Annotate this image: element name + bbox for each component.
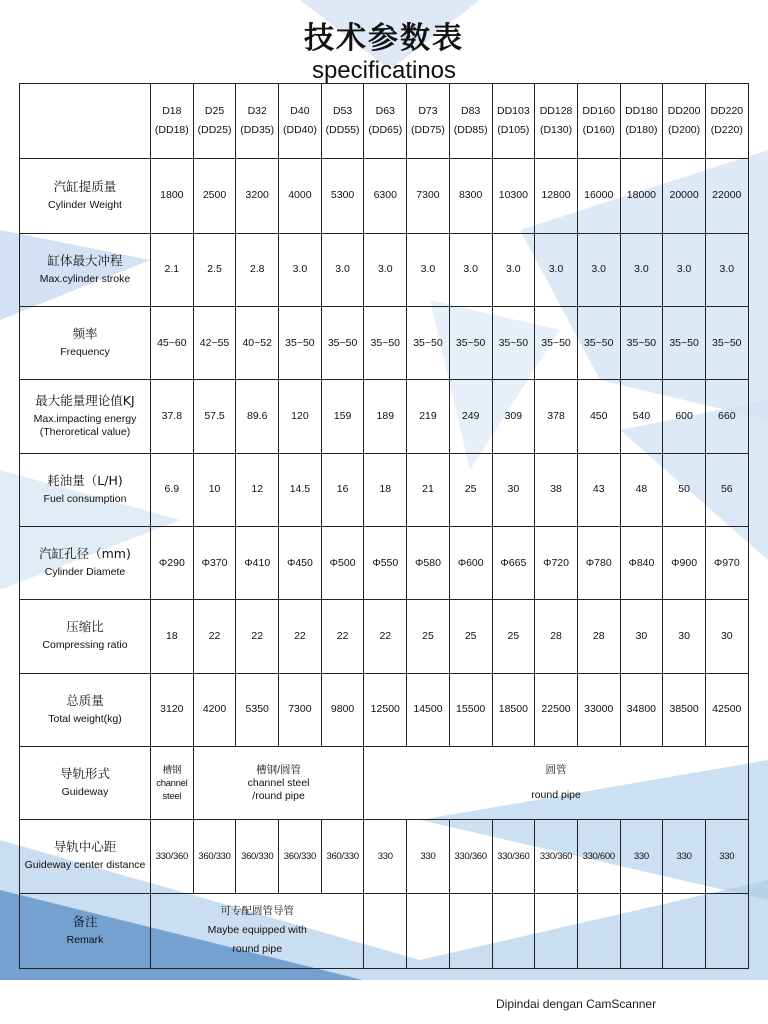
guideway-channel-steel (151, 746, 194, 819)
value-cell: 35~50 (663, 306, 706, 379)
value-cell: 42500 (705, 673, 748, 746)
table-row (20, 746, 749, 819)
row-label-en: Max.cylinder stroke (39, 272, 131, 285)
value-cell: 15500 (449, 673, 492, 746)
value-cell: 22 (279, 600, 322, 673)
empty-cell (449, 893, 492, 968)
empty-cell (663, 893, 706, 968)
center-distance-cell: 330 (663, 820, 706, 893)
value-cell: 6300 (364, 159, 407, 233)
value-cell: 50 (663, 453, 706, 526)
table-row (20, 84, 749, 159)
model-cell (449, 84, 492, 159)
center-distance-cell: 330/360 (535, 820, 578, 893)
center-distance-cell: 330 (620, 820, 663, 893)
value-cell: 45~60 (151, 306, 194, 379)
value-cell: 20000 (663, 159, 706, 233)
row-label (20, 600, 151, 673)
center-distance-cell: 360/330 (321, 820, 364, 893)
model-cell (193, 84, 236, 159)
value-cell: 3.0 (620, 233, 663, 306)
model-cell (279, 84, 322, 159)
model-alt-name: (DD25) (197, 124, 232, 137)
value-cell: Φ290 (151, 526, 194, 599)
model-alt-name: (DD18) (154, 124, 189, 137)
row-label (20, 820, 151, 893)
value-cell: 189 (364, 380, 407, 453)
value-cell: 8300 (449, 159, 492, 233)
value-cell: 28 (535, 600, 578, 673)
empty-cell (535, 893, 578, 968)
row-label (20, 306, 151, 379)
model-alt-name: (D220) (710, 124, 743, 137)
value-cell: Φ665 (492, 526, 535, 599)
table-row (20, 159, 749, 233)
model-cell (364, 84, 407, 159)
value-cell: 4000 (279, 159, 322, 233)
value-cell: 22500 (535, 673, 578, 746)
row-label-cn: 压缩比 (66, 619, 104, 635)
model-cell (535, 84, 578, 159)
value-cell: Φ500 (321, 526, 364, 599)
page-subtitle: specificatinos (311, 57, 457, 84)
guideway-text: steel (162, 790, 182, 802)
value-cell: 35~50 (620, 306, 663, 379)
value-cell: 38500 (663, 673, 706, 746)
value-cell: 38 (535, 453, 578, 526)
row-label-en: Guideway center distance (24, 859, 146, 872)
center-distance-cell: 330/360 (449, 820, 492, 893)
model-name: D73 (418, 105, 438, 118)
guideway-text: 圆管 (545, 764, 567, 777)
value-cell: 35~50 (449, 306, 492, 379)
model-name: DD180 (625, 105, 658, 118)
value-cell: 30 (492, 453, 535, 526)
row-label-cn: 总质量 (66, 692, 104, 708)
model-alt-name: (DD65) (368, 124, 403, 137)
center-distance-cell: 330 (705, 820, 748, 893)
value-cell: 4200 (193, 673, 236, 746)
row-label-en: Cylinder Diamete (44, 566, 126, 579)
row-label-cn: 最大能量理论值KJ (35, 392, 135, 408)
value-cell: 12 (236, 453, 279, 526)
model-name: D83 (461, 105, 481, 118)
row-label (20, 453, 151, 526)
table-row (20, 233, 749, 306)
table-row (20, 526, 749, 599)
guideway-text: /round pipe (252, 789, 305, 802)
value-cell: Φ780 (577, 526, 620, 599)
table-row (20, 600, 749, 673)
value-cell: 18 (151, 600, 194, 673)
row-label-cn: 耗油量（L/H) (47, 472, 123, 488)
value-cell: 89.6 (236, 380, 279, 453)
value-cell: 3.0 (492, 233, 535, 306)
model-cell (620, 84, 663, 159)
row-label-cn: 导轨形式 (59, 766, 110, 782)
value-cell: 33000 (577, 673, 620, 746)
row-label-en: Max.impacting energy (33, 412, 137, 425)
model-name: D32 (247, 105, 267, 118)
table-row (20, 380, 749, 453)
value-cell: 40~52 (236, 306, 279, 379)
value-cell: 34800 (620, 673, 663, 746)
row-label-cn: 汽缸提质量 (53, 178, 117, 194)
value-cell: 660 (705, 380, 748, 453)
model-cell (663, 84, 706, 159)
value-cell: 35~50 (535, 306, 578, 379)
value-cell: 2500 (193, 159, 236, 233)
remark-line: round pipe (232, 943, 283, 956)
table-row (20, 820, 749, 893)
empty-cell (705, 893, 748, 968)
model-alt-name: (DD35) (240, 124, 275, 137)
value-cell: Φ600 (449, 526, 492, 599)
value-cell: Φ720 (535, 526, 578, 599)
model-alt-name: (D105) (497, 124, 530, 137)
row-label (20, 673, 151, 746)
value-cell: 35~50 (321, 306, 364, 379)
value-cell: 12500 (364, 673, 407, 746)
model-name: D25 (204, 105, 225, 118)
empty-cell (620, 893, 663, 968)
model-cell (236, 84, 279, 159)
value-cell: 5300 (321, 159, 364, 233)
remark-text (151, 893, 364, 968)
row-label-en: Fuel consumption (43, 492, 127, 505)
row-label-en: Cylinder Weight (48, 198, 122, 211)
model-name: DD200 (667, 105, 701, 118)
model-name: D53 (332, 105, 353, 118)
model-cell (407, 84, 450, 159)
value-cell: 30 (620, 600, 663, 673)
row-label-en-note: (Theroretical value) (39, 425, 131, 438)
value-cell: 18 (364, 453, 407, 526)
value-cell: 3.0 (577, 233, 620, 306)
model-alt-name: (DD55) (325, 124, 360, 137)
value-cell: 25 (492, 600, 535, 673)
table-row (20, 893, 749, 968)
value-cell: 16000 (577, 159, 620, 233)
center-distance-cell: 360/330 (193, 820, 236, 893)
model-alt-name: (D180) (625, 124, 658, 137)
center-distance-cell: 330/360 (151, 820, 194, 893)
value-cell: 3.0 (449, 233, 492, 306)
value-cell: 22000 (705, 159, 748, 233)
value-cell: 35~50 (705, 306, 748, 379)
row-label-cn: 频率 (72, 326, 98, 342)
value-cell: 2.8 (236, 233, 279, 306)
model-alt-name: (D160) (582, 124, 615, 137)
value-cell: 22 (321, 600, 364, 673)
value-cell: 600 (663, 380, 706, 453)
model-cell (151, 84, 194, 159)
value-cell: 3200 (236, 159, 279, 233)
value-cell: 57.5 (193, 380, 236, 453)
empty-cell (577, 893, 620, 968)
model-alt-name: (DD40) (282, 124, 317, 137)
value-cell: 18000 (620, 159, 663, 233)
model-name: DD160 (582, 105, 616, 118)
table-row (20, 306, 749, 379)
row-label-en: Remark (66, 933, 104, 946)
guideway-text: channel steel (247, 776, 310, 789)
value-cell: 3.0 (407, 233, 450, 306)
table-row (20, 453, 749, 526)
row-label (20, 84, 151, 159)
value-cell: 22 (364, 600, 407, 673)
value-cell: Φ900 (663, 526, 706, 599)
remark-line: 可专配圆管导管 (220, 905, 294, 918)
row-label-en: Compressing ratio (42, 639, 128, 652)
value-cell: 35~50 (279, 306, 322, 379)
center-distance-cell: 330 (364, 820, 407, 893)
row-label (20, 380, 151, 453)
model-cell (321, 84, 364, 159)
value-cell: 16 (321, 453, 364, 526)
center-distance-cell: 330/360 (492, 820, 535, 893)
model-cell (705, 84, 748, 159)
value-cell: 30 (705, 600, 748, 673)
value-cell: 309 (492, 380, 535, 453)
value-cell: 9800 (321, 673, 364, 746)
value-cell: 35~50 (492, 306, 535, 379)
value-cell: 2.1 (151, 233, 194, 306)
guideway-text: 槽钢/圆管 (256, 763, 302, 776)
row-label-en: Guideway (61, 786, 109, 799)
value-cell: 3.0 (705, 233, 748, 306)
value-cell: 7300 (279, 673, 322, 746)
value-cell: Φ410 (236, 526, 279, 599)
center-distance-cell: 330/600 (577, 820, 620, 893)
model-cell (577, 84, 620, 159)
value-cell: 159 (321, 380, 364, 453)
value-cell: 18500 (492, 673, 535, 746)
row-label-en: Frequency (60, 346, 110, 359)
value-cell: 378 (535, 380, 578, 453)
value-cell: Φ840 (620, 526, 663, 599)
center-distance-cell: 360/330 (279, 820, 322, 893)
value-cell: 37.8 (151, 380, 194, 453)
value-cell: 120 (279, 380, 322, 453)
row-label (20, 233, 151, 306)
value-cell: 10 (193, 453, 236, 526)
center-distance-cell: 330 (407, 820, 450, 893)
empty-cell (492, 893, 535, 968)
value-cell: 3.0 (321, 233, 364, 306)
model-cell (492, 84, 535, 159)
row-label (20, 526, 151, 599)
model-name: DD220 (710, 105, 744, 118)
center-distance-cell: 360/330 (236, 820, 279, 893)
specifications-table (19, 83, 749, 969)
row-label-en: Total weight(kg) (48, 712, 122, 725)
model-name: D18 (162, 105, 182, 118)
value-cell: 5350 (236, 673, 279, 746)
row-label (20, 159, 151, 233)
value-cell: 35~50 (364, 306, 407, 379)
guideway-text: channel (156, 777, 188, 789)
page-title: 技术参数表 (304, 21, 464, 56)
value-cell: 6.9 (151, 453, 194, 526)
value-cell: 3.0 (663, 233, 706, 306)
value-cell: 3120 (151, 673, 194, 746)
value-cell: 540 (620, 380, 663, 453)
value-cell: 14.5 (279, 453, 322, 526)
guideway-text: round pipe (531, 789, 581, 802)
value-cell: 56 (705, 453, 748, 526)
model-name: DD103 (497, 105, 530, 118)
value-cell: 22 (236, 600, 279, 673)
model-alt-name: (D130) (539, 124, 573, 137)
value-cell: Φ370 (193, 526, 236, 599)
row-label-cn: 导轨中心距 (53, 839, 117, 855)
model-alt-name: (DD85) (453, 124, 488, 137)
value-cell: 48 (620, 453, 663, 526)
value-cell: 43 (577, 453, 620, 526)
model-name: D63 (375, 105, 395, 118)
value-cell: 25 (449, 600, 492, 673)
value-cell: 35~50 (407, 306, 450, 379)
value-cell: 42~55 (193, 306, 236, 379)
value-cell: 1800 (151, 159, 194, 233)
value-cell: 35~50 (577, 306, 620, 379)
value-cell: 10300 (492, 159, 535, 233)
model-name: DD128 (539, 105, 573, 118)
value-cell: 3.0 (279, 233, 322, 306)
guideway-text: 槽钢 (162, 764, 182, 776)
value-cell: 25 (407, 600, 450, 673)
row-label-cn: 缸体最大冲程 (47, 252, 123, 268)
value-cell: 3.0 (364, 233, 407, 306)
value-cell: 2.5 (193, 233, 236, 306)
empty-cell (407, 893, 450, 968)
value-cell: 25 (449, 453, 492, 526)
value-cell: 12800 (535, 159, 578, 233)
row-label-cn: 汽缸孔径（mm) (39, 546, 131, 562)
row-label-cn: 备注 (72, 913, 98, 929)
model-name: D40 (290, 105, 310, 118)
value-cell: 22 (193, 600, 236, 673)
guideway-round-pipe (364, 746, 748, 819)
value-cell: 28 (577, 600, 620, 673)
value-cell: 30 (663, 600, 706, 673)
model-alt-name: (DD75) (411, 124, 445, 137)
empty-cell (364, 893, 407, 968)
value-cell: 7300 (407, 159, 450, 233)
row-label (20, 746, 151, 819)
value-cell: 14500 (407, 673, 450, 746)
value-cell: Φ450 (279, 526, 322, 599)
remark-line: Maybe equipped with (207, 924, 307, 937)
value-cell: Φ580 (407, 526, 450, 599)
value-cell: Φ550 (364, 526, 407, 599)
guideway-channel-or-round (193, 746, 364, 819)
value-cell: 21 (407, 453, 450, 526)
value-cell: 3.0 (535, 233, 578, 306)
table-row (20, 673, 749, 746)
row-label (20, 893, 151, 968)
value-cell: 450 (577, 380, 620, 453)
value-cell: 219 (407, 380, 450, 453)
value-cell: Φ970 (705, 526, 748, 599)
scanner-watermark: Dipindai dengan CamScanner (496, 997, 657, 1011)
model-alt-name: (D200) (668, 124, 701, 137)
value-cell: 249 (449, 380, 492, 453)
